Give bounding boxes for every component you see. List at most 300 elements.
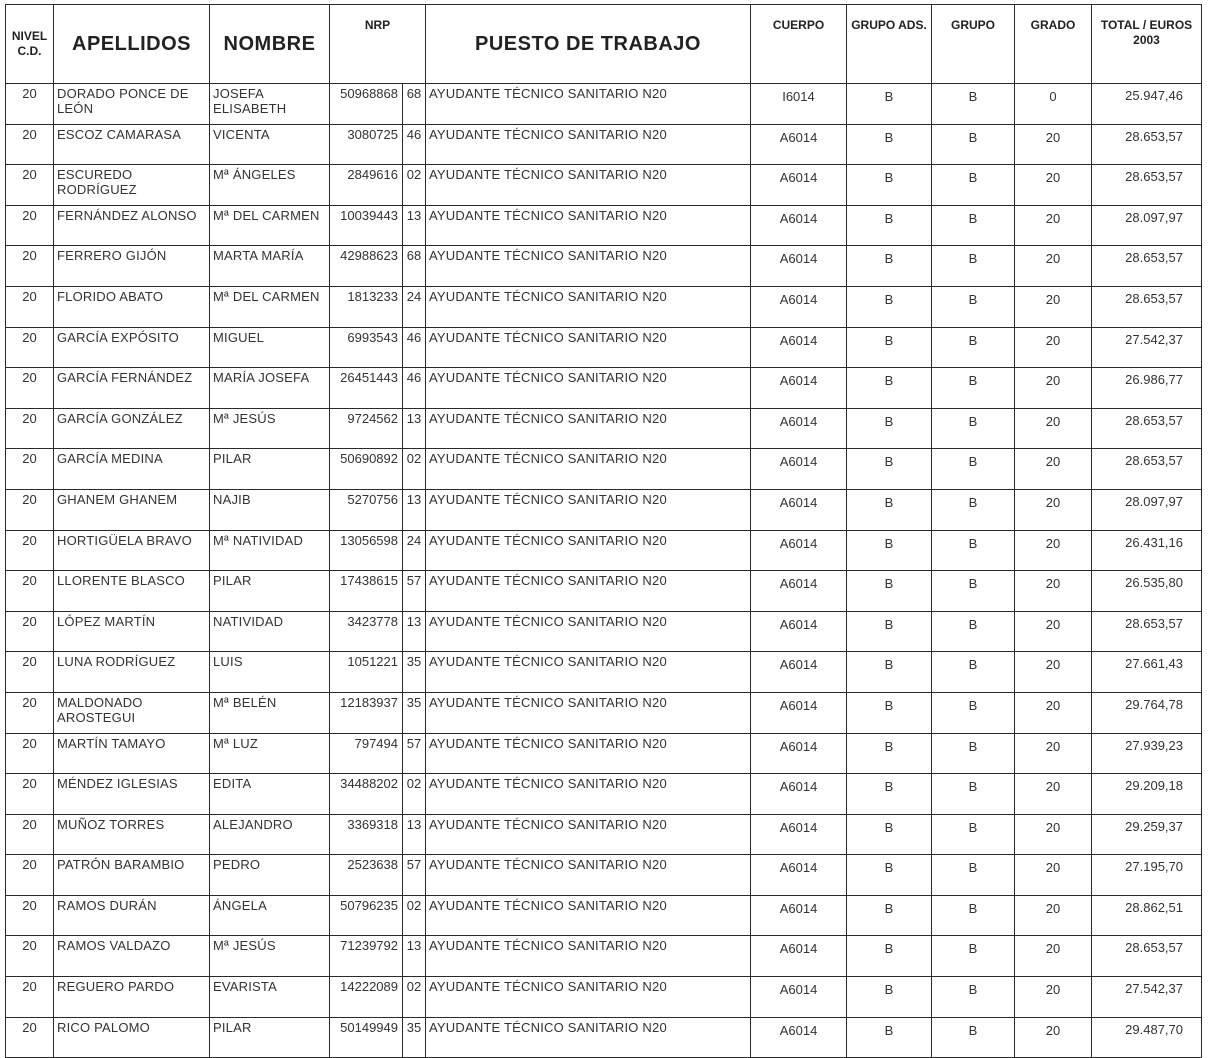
cell-nrp: 2849616 (330, 165, 403, 206)
cell-grupo: B (932, 1017, 1015, 1058)
cell-total: 28.653,57 (1092, 246, 1202, 287)
cell-nivel: 20 (6, 774, 54, 815)
cell-total: 27.939,23 (1092, 733, 1202, 774)
cell-nrp: 34488202 (330, 774, 403, 815)
cell-total: 27.542,37 (1092, 327, 1202, 368)
table-row (6, 530, 1202, 571)
cell-apellidos: MÉNDEZ IGLESIAS (54, 774, 210, 815)
cell-grado: 20 (1015, 530, 1092, 571)
cell-nrp: 12183937 (330, 692, 403, 733)
cell-nrp-code: 46 (403, 327, 426, 368)
table-row (6, 611, 1202, 652)
personnel-table (5, 4, 1202, 1058)
cell-puesto: AYUDANTE TÉCNICO SANITARIO N20 (426, 977, 751, 1018)
cell-apellidos: FERRERO GIJÓN (54, 246, 210, 287)
cell-apellidos: FLORIDO ABATO (54, 286, 210, 327)
header-row (6, 5, 1202, 84)
header-nrp: NRP (330, 5, 426, 84)
cell-grupo: B (932, 489, 1015, 530)
cell-puesto: AYUDANTE TÉCNICO SANITARIO N20 (426, 936, 751, 977)
cell-grupo: B (932, 855, 1015, 896)
header-cuerpo: CUERPO (751, 5, 847, 84)
cell-grupo-ads: B (847, 733, 932, 774)
cell-nrp: 26451443 (330, 368, 403, 409)
cell-apellidos: RAMOS DURÁN (54, 895, 210, 936)
cell-grado: 20 (1015, 652, 1092, 693)
cell-grupo: B (932, 774, 1015, 815)
cell-total: 25.947,46 (1092, 84, 1202, 125)
cell-grupo: B (932, 895, 1015, 936)
cell-total: 26.431,16 (1092, 530, 1202, 571)
cell-grupo: B (932, 977, 1015, 1018)
cell-nombre: JOSEFA ELISABETH (210, 84, 330, 125)
cell-apellidos: RICO PALOMO (54, 1017, 210, 1058)
cell-nrp-code: 13 (403, 205, 426, 246)
cell-cuerpo: A6014 (751, 489, 847, 530)
cell-grupo: B (932, 814, 1015, 855)
table-row (6, 814, 1202, 855)
cell-puesto: AYUDANTE TÉCNICO SANITARIO N20 (426, 489, 751, 530)
cell-grupo-ads: B (847, 124, 932, 165)
cell-grupo-ads: B (847, 165, 932, 206)
cell-nivel: 20 (6, 246, 54, 287)
cell-nrp: 50968868 (330, 84, 403, 125)
cell-grado: 20 (1015, 814, 1092, 855)
cell-grupo-ads: B (847, 692, 932, 733)
table-row (6, 327, 1202, 368)
cell-total: 28.653,57 (1092, 165, 1202, 206)
cell-nivel: 20 (6, 895, 54, 936)
cell-nombre: ALEJANDRO (210, 814, 330, 855)
cell-nombre: EVARISTA (210, 977, 330, 1018)
cell-nrp-code: 13 (403, 814, 426, 855)
header-grupo: GRUPO (932, 5, 1015, 84)
header-total: TOTAL / EUROS 2003 (1092, 5, 1202, 84)
cell-grado: 20 (1015, 692, 1092, 733)
table-row (6, 246, 1202, 287)
cell-cuerpo: A6014 (751, 895, 847, 936)
cell-nivel: 20 (6, 936, 54, 977)
cell-apellidos: RAMOS VALDAZO (54, 936, 210, 977)
cell-puesto: AYUDANTE TÉCNICO SANITARIO N20 (426, 611, 751, 652)
cell-grupo: B (932, 449, 1015, 490)
cell-grupo-ads: B (847, 84, 932, 125)
cell-grupo-ads: B (847, 571, 932, 612)
cell-cuerpo: A6014 (751, 733, 847, 774)
cell-cuerpo: A6014 (751, 449, 847, 490)
cell-nivel: 20 (6, 530, 54, 571)
cell-grupo: B (932, 368, 1015, 409)
cell-nombre: LUIS (210, 652, 330, 693)
cell-nrp: 797494 (330, 733, 403, 774)
cell-puesto: AYUDANTE TÉCNICO SANITARIO N20 (426, 774, 751, 815)
cell-nrp-code: 46 (403, 124, 426, 165)
cell-nivel: 20 (6, 855, 54, 896)
cell-nrp-code: 02 (403, 977, 426, 1018)
cell-total: 28.097,97 (1092, 205, 1202, 246)
cell-total: 28.653,57 (1092, 611, 1202, 652)
cell-grado: 20 (1015, 246, 1092, 287)
cell-cuerpo: A6014 (751, 1017, 847, 1058)
cell-nivel: 20 (6, 286, 54, 327)
cell-nrp-code: 57 (403, 855, 426, 896)
cell-nrp: 50796235 (330, 895, 403, 936)
cell-total: 28.653,57 (1092, 936, 1202, 977)
cell-nivel: 20 (6, 84, 54, 125)
cell-grado: 0 (1015, 84, 1092, 125)
table-row (6, 895, 1202, 936)
cell-grupo-ads: B (847, 977, 932, 1018)
cell-grupo-ads: B (847, 652, 932, 693)
table-row (6, 165, 1202, 206)
table-row (6, 124, 1202, 165)
table-row (6, 408, 1202, 449)
cell-cuerpo: A6014 (751, 205, 847, 246)
cell-nivel: 20 (6, 977, 54, 1018)
cell-nrp-code: 13 (403, 936, 426, 977)
cell-nrp-code: 35 (403, 692, 426, 733)
cell-nrp: 10039443 (330, 205, 403, 246)
cell-apellidos: ESCUREDO RODRÍGUEZ (54, 165, 210, 206)
table-body (6, 84, 1202, 1058)
cell-nombre: NATIVIDAD (210, 611, 330, 652)
cell-grado: 20 (1015, 286, 1092, 327)
cell-cuerpo: A6014 (751, 286, 847, 327)
cell-puesto: AYUDANTE TÉCNICO SANITARIO N20 (426, 449, 751, 490)
cell-grupo-ads: B (847, 246, 932, 287)
cell-nombre: PEDRO (210, 855, 330, 896)
cell-nombre: VICENTA (210, 124, 330, 165)
cell-total: 29.487,70 (1092, 1017, 1202, 1058)
cell-nombre: Mª DEL CARMEN (210, 205, 330, 246)
cell-nombre: NAJIB (210, 489, 330, 530)
header-grupo-ads: GRUPO ADS. (847, 5, 932, 84)
cell-nrp-code: 13 (403, 408, 426, 449)
cell-nivel: 20 (6, 652, 54, 693)
cell-grupo: B (932, 165, 1015, 206)
cell-puesto: AYUDANTE TÉCNICO SANITARIO N20 (426, 84, 751, 125)
cell-nombre: PILAR (210, 571, 330, 612)
cell-nivel: 20 (6, 408, 54, 449)
table-row (6, 936, 1202, 977)
cell-grupo-ads: B (847, 895, 932, 936)
table-row (6, 368, 1202, 409)
cell-grupo: B (932, 530, 1015, 571)
cell-cuerpo: A6014 (751, 855, 847, 896)
cell-grupo-ads: B (847, 611, 932, 652)
cell-cuerpo: A6014 (751, 611, 847, 652)
cell-nrp: 17438615 (330, 571, 403, 612)
table-row (6, 205, 1202, 246)
cell-grado: 20 (1015, 611, 1092, 652)
cell-nrp-code: 57 (403, 733, 426, 774)
cell-grupo: B (932, 84, 1015, 125)
table-row (6, 977, 1202, 1018)
cell-total: 28.862,51 (1092, 895, 1202, 936)
table-row (6, 449, 1202, 490)
cell-cuerpo: A6014 (751, 814, 847, 855)
cell-nrp: 6993543 (330, 327, 403, 368)
cell-nrp: 2523638 (330, 855, 403, 896)
cell-cuerpo: A6014 (751, 408, 847, 449)
cell-grupo-ads: B (847, 936, 932, 977)
cell-grupo: B (932, 327, 1015, 368)
cell-grupo-ads: B (847, 814, 932, 855)
table-row (6, 774, 1202, 815)
cell-nombre: Mª LUZ (210, 733, 330, 774)
cell-grupo: B (932, 692, 1015, 733)
cell-total: 28.097,97 (1092, 489, 1202, 530)
cell-nrp-code: 02 (403, 449, 426, 490)
cell-grado: 20 (1015, 408, 1092, 449)
cell-nrp-code: 13 (403, 611, 426, 652)
cell-total: 27.661,43 (1092, 652, 1202, 693)
cell-apellidos: HORTIGÜELA BRAVO (54, 530, 210, 571)
cell-grupo-ads: B (847, 855, 932, 896)
cell-grado: 20 (1015, 368, 1092, 409)
cell-grado: 20 (1015, 733, 1092, 774)
cell-grado: 20 (1015, 165, 1092, 206)
cell-grado: 20 (1015, 124, 1092, 165)
cell-nrp-code: 46 (403, 368, 426, 409)
cell-nombre: Mª DEL CARMEN (210, 286, 330, 327)
cell-nrp-code: 35 (403, 1017, 426, 1058)
cell-grado: 20 (1015, 489, 1092, 530)
cell-nrp-code: 24 (403, 286, 426, 327)
cell-puesto: AYUDANTE TÉCNICO SANITARIO N20 (426, 814, 751, 855)
cell-cuerpo: A6014 (751, 530, 847, 571)
cell-apellidos: ESCOZ CAMARASA (54, 124, 210, 165)
cell-grupo: B (932, 124, 1015, 165)
cell-nombre: PILAR (210, 1017, 330, 1058)
cell-grado: 20 (1015, 205, 1092, 246)
cell-apellidos: FERNÁNDEZ ALONSO (54, 205, 210, 246)
cell-grupo-ads: B (847, 205, 932, 246)
cell-apellidos: GHANEM GHANEM (54, 489, 210, 530)
cell-nivel: 20 (6, 611, 54, 652)
cell-nombre: Mª JESÚS (210, 408, 330, 449)
cell-nombre: PILAR (210, 449, 330, 490)
cell-puesto: AYUDANTE TÉCNICO SANITARIO N20 (426, 205, 751, 246)
cell-grado: 20 (1015, 327, 1092, 368)
cell-cuerpo: I6014 (751, 84, 847, 125)
cell-nrp: 14222089 (330, 977, 403, 1018)
cell-total: 29.764,78 (1092, 692, 1202, 733)
cell-nrp-code: 68 (403, 246, 426, 287)
cell-nivel: 20 (6, 327, 54, 368)
cell-nivel: 20 (6, 1017, 54, 1058)
header-puesto: PUESTO DE TRABAJO (426, 5, 751, 84)
cell-grado: 20 (1015, 936, 1092, 977)
cell-nrp: 3423778 (330, 611, 403, 652)
cell-nrp: 1813233 (330, 286, 403, 327)
cell-nombre: MARTA MARÍA (210, 246, 330, 287)
cell-nombre: EDITA (210, 774, 330, 815)
cell-nrp: 5270756 (330, 489, 403, 530)
cell-grado: 20 (1015, 855, 1092, 896)
table-row (6, 286, 1202, 327)
cell-puesto: AYUDANTE TÉCNICO SANITARIO N20 (426, 408, 751, 449)
cell-nrp: 13056598 (330, 530, 403, 571)
cell-grupo: B (932, 205, 1015, 246)
cell-total: 26.535,80 (1092, 571, 1202, 612)
cell-nrp: 3369318 (330, 814, 403, 855)
cell-nrp-code: 02 (403, 774, 426, 815)
cell-cuerpo: A6014 (751, 165, 847, 206)
cell-total: 27.195,70 (1092, 855, 1202, 896)
header-nivel: NIVEL C.D. (6, 5, 54, 84)
cell-nivel: 20 (6, 489, 54, 530)
cell-cuerpo: A6014 (751, 124, 847, 165)
cell-nivel: 20 (6, 571, 54, 612)
table-row (6, 1017, 1202, 1058)
cell-apellidos: PATRÓN BARAMBIO (54, 855, 210, 896)
cell-cuerpo: A6014 (751, 936, 847, 977)
cell-grado: 20 (1015, 571, 1092, 612)
cell-total: 28.653,57 (1092, 408, 1202, 449)
cell-puesto: AYUDANTE TÉCNICO SANITARIO N20 (426, 692, 751, 733)
cell-nombre: MARÍA JOSEFA (210, 368, 330, 409)
cell-nombre: Mª BELÉN (210, 692, 330, 733)
cell-grupo: B (932, 611, 1015, 652)
cell-nrp-code: 57 (403, 571, 426, 612)
cell-nivel: 20 (6, 814, 54, 855)
cell-nrp-code: 13 (403, 489, 426, 530)
cell-grado: 20 (1015, 449, 1092, 490)
cell-nrp-code: 35 (403, 652, 426, 693)
header-nombre: NOMBRE (210, 5, 330, 84)
cell-total: 26.986,77 (1092, 368, 1202, 409)
cell-puesto: AYUDANTE TÉCNICO SANITARIO N20 (426, 327, 751, 368)
cell-nrp-code: 02 (403, 895, 426, 936)
cell-nrp: 50149949 (330, 1017, 403, 1058)
cell-cuerpo: A6014 (751, 246, 847, 287)
cell-apellidos: LÓPEZ MARTÍN (54, 611, 210, 652)
table-row (6, 84, 1202, 125)
cell-apellidos: MARTÍN TAMAYO (54, 733, 210, 774)
cell-nivel: 20 (6, 124, 54, 165)
cell-grupo-ads: B (847, 368, 932, 409)
cell-cuerpo: A6014 (751, 692, 847, 733)
table-row (6, 652, 1202, 693)
cell-nrp: 9724562 (330, 408, 403, 449)
cell-nrp: 71239792 (330, 936, 403, 977)
cell-nombre: Mª JESÚS (210, 936, 330, 977)
cell-apellidos: GARCÍA MEDINA (54, 449, 210, 490)
cell-grupo-ads: B (847, 327, 932, 368)
cell-grupo: B (932, 652, 1015, 693)
table-row (6, 489, 1202, 530)
cell-nivel: 20 (6, 692, 54, 733)
cell-puesto: AYUDANTE TÉCNICO SANITARIO N20 (426, 895, 751, 936)
cell-grupo-ads: B (847, 449, 932, 490)
cell-grupo-ads: B (847, 1017, 932, 1058)
cell-nrp-code: 24 (403, 530, 426, 571)
cell-grupo: B (932, 408, 1015, 449)
cell-nivel: 20 (6, 205, 54, 246)
cell-nombre: Mª NATIVIDAD (210, 530, 330, 571)
cell-grupo: B (932, 733, 1015, 774)
cell-puesto: AYUDANTE TÉCNICO SANITARIO N20 (426, 165, 751, 206)
cell-nombre: MIGUEL (210, 327, 330, 368)
cell-grado: 20 (1015, 977, 1092, 1018)
cell-grado: 20 (1015, 895, 1092, 936)
cell-cuerpo: A6014 (751, 977, 847, 1018)
cell-total: 27.542,37 (1092, 977, 1202, 1018)
header-apellidos: APELLIDOS (54, 5, 210, 84)
cell-puesto: AYUDANTE TÉCNICO SANITARIO N20 (426, 855, 751, 896)
cell-cuerpo: A6014 (751, 368, 847, 409)
cell-cuerpo: A6014 (751, 652, 847, 693)
cell-nivel: 20 (6, 733, 54, 774)
cell-grupo-ads: B (847, 489, 932, 530)
cell-nivel: 20 (6, 165, 54, 206)
cell-apellidos: MUÑOZ TORRES (54, 814, 210, 855)
cell-cuerpo: A6014 (751, 774, 847, 815)
cell-nombre: ÁNGELA (210, 895, 330, 936)
cell-nivel: 20 (6, 449, 54, 490)
table-row (6, 733, 1202, 774)
cell-total: 28.653,57 (1092, 449, 1202, 490)
cell-puesto: AYUDANTE TÉCNICO SANITARIO N20 (426, 571, 751, 612)
cell-grupo-ads: B (847, 286, 932, 327)
cell-total: 29.259,37 (1092, 814, 1202, 855)
cell-grupo: B (932, 286, 1015, 327)
cell-grupo-ads: B (847, 408, 932, 449)
cell-nombre: Mª ÁNGELES (210, 165, 330, 206)
cell-puesto: AYUDANTE TÉCNICO SANITARIO N20 (426, 124, 751, 165)
cell-puesto: AYUDANTE TÉCNICO SANITARIO N20 (426, 652, 751, 693)
cell-nrp: 1051221 (330, 652, 403, 693)
cell-nivel: 20 (6, 368, 54, 409)
cell-puesto: AYUDANTE TÉCNICO SANITARIO N20 (426, 368, 751, 409)
cell-total: 28.653,57 (1092, 286, 1202, 327)
cell-puesto: AYUDANTE TÉCNICO SANITARIO N20 (426, 733, 751, 774)
cell-puesto: AYUDANTE TÉCNICO SANITARIO N20 (426, 286, 751, 327)
table-row (6, 692, 1202, 733)
table-row (6, 571, 1202, 612)
cell-apellidos: GARCÍA FERNÁNDEZ (54, 368, 210, 409)
cell-apellidos: GARCÍA GONZÁLEZ (54, 408, 210, 449)
cell-grupo: B (932, 936, 1015, 977)
header-grado: GRADO (1015, 5, 1092, 84)
cell-grupo-ads: B (847, 774, 932, 815)
cell-nrp-code: 68 (403, 84, 426, 125)
cell-grupo-ads: B (847, 530, 932, 571)
cell-nrp-code: 02 (403, 165, 426, 206)
cell-grado: 20 (1015, 774, 1092, 815)
cell-nrp: 50690892 (330, 449, 403, 490)
cell-grupo: B (932, 246, 1015, 287)
cell-puesto: AYUDANTE TÉCNICO SANITARIO N20 (426, 530, 751, 571)
cell-grupo: B (932, 571, 1015, 612)
cell-apellidos: LUNA RODRÍGUEZ (54, 652, 210, 693)
table-row (6, 855, 1202, 896)
cell-apellidos: REGUERO PARDO (54, 977, 210, 1018)
cell-cuerpo: A6014 (751, 571, 847, 612)
cell-total: 29.209,18 (1092, 774, 1202, 815)
cell-cuerpo: A6014 (751, 327, 847, 368)
cell-total: 28.653,57 (1092, 124, 1202, 165)
cell-nrp: 42988623 (330, 246, 403, 287)
cell-puesto: AYUDANTE TÉCNICO SANITARIO N20 (426, 246, 751, 287)
personnel-table-sheet (5, 4, 1201, 1058)
cell-grado: 20 (1015, 1017, 1092, 1058)
cell-apellidos: DORADO PONCE DE LEÓN (54, 84, 210, 125)
cell-apellidos: GARCÍA EXPÓSITO (54, 327, 210, 368)
cell-nrp: 3080725 (330, 124, 403, 165)
cell-puesto: AYUDANTE TÉCNICO SANITARIO N20 (426, 1017, 751, 1058)
